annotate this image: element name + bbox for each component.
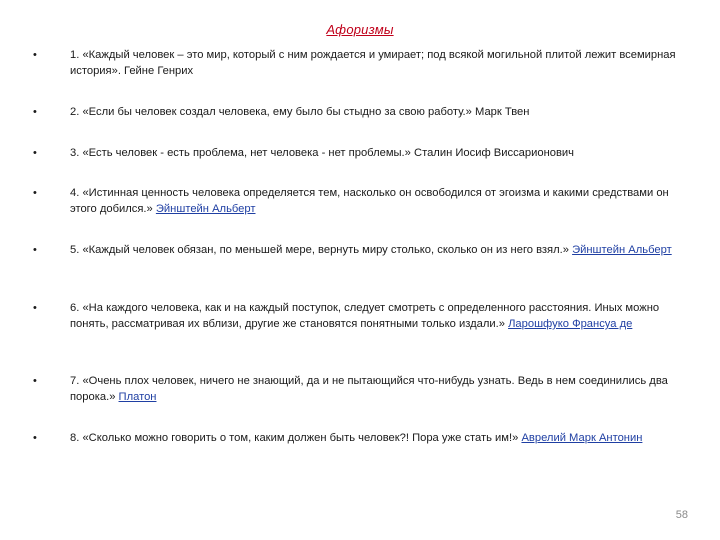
author-link[interactable]: Эйнштейн Альберт: [572, 244, 672, 256]
bullet-icon: •: [33, 106, 37, 118]
aphorism-text: [70, 373, 680, 405]
bullet-icon: •: [33, 375, 37, 387]
author-link[interactable]: Платон: [118, 391, 157, 403]
aphorism-quote: 8. «Сколько можно говорить о том, каким должен быть человек?! Пора уже стать им!»: [70, 432, 522, 444]
bullet-icon: •: [33, 187, 37, 199]
bullet-icon: •: [33, 244, 37, 256]
aphorism-text: [70, 242, 680, 258]
bullet-icon: •: [33, 49, 37, 61]
aphorism-quote: 1. «Каждый человек – это мир, который с ним рождается и умирает; под всякой могильной плитой лежит всемирная история». Гейне Генрих: [70, 49, 676, 77]
page-number: 58: [675, 509, 688, 521]
bullet-icon: •: [33, 302, 37, 314]
author-link[interactable]: Ларошфуко Франсуа де: [508, 318, 633, 330]
aphorism-text: [70, 185, 680, 217]
bullet-icon: •: [33, 147, 37, 159]
aphorism-text: [70, 300, 680, 332]
author-link[interactable]: Аврелий Марк Антонин: [521, 432, 643, 444]
aphorism-text: [70, 47, 680, 79]
aphorism-quote: 3. «Есть человек - есть проблема, нет человека - нет проблемы.» Сталин Иосиф Виссарионович: [70, 147, 575, 159]
aphorism-text: [70, 104, 680, 120]
bullet-icon: •: [33, 432, 37, 444]
aphorism-quote: 4. «Истинная ценность человека определяется тем, насколько он освободился от эгоизма и какими средствами он этого добился.»: [70, 187, 669, 215]
aphorism-text: [70, 145, 680, 161]
aphorism-quote: 7. «Очень плох человек, ничего не знающий, да и не пытающийся что-нибудь узнать. Ведь в нем соединились два порока.»: [70, 375, 668, 403]
page-title: Афоризмы: [326, 22, 394, 37]
aphorism-quote: 6. «На каждого человека, как и на каждый поступок, следует смотреть с определенного расстояния. Иных можно понять, рассматривая их вблизи, другие же становятся понятными только издали.»: [70, 302, 660, 330]
author-link[interactable]: Эйнштейн Альберт: [155, 203, 256, 215]
aphorism-quote: 5. «Каждый человек обязан, по меньшей мере, вернуть миру столько, сколько он из него взял.»: [70, 244, 573, 256]
aphorism-text: [70, 430, 680, 446]
aphorism-quote: 2. «Если бы человек создал человека, ему было бы стыдно за свою работу.» Марк Твен: [70, 106, 530, 118]
